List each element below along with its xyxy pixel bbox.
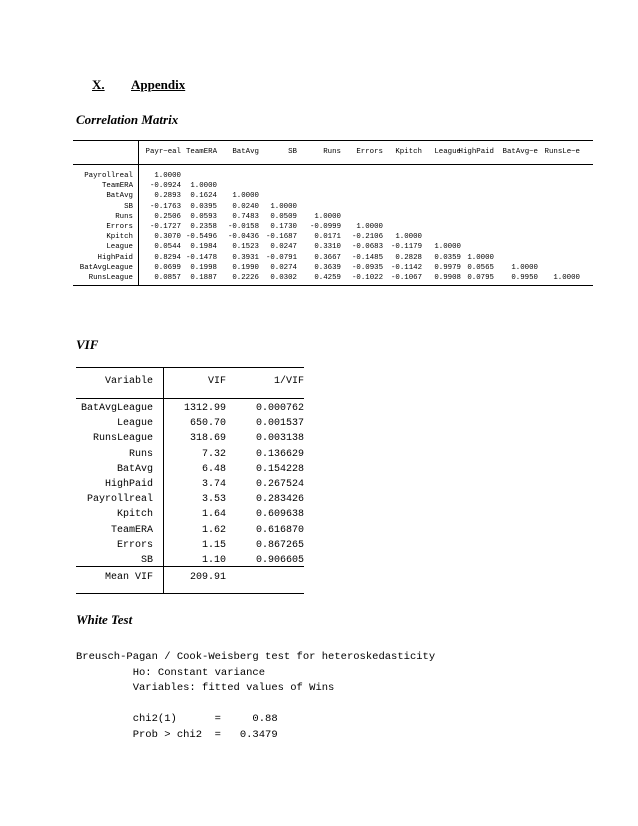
white-test-line: Breusch-Pagan / Cook-Weisberg test for heteroskedasticity [76,651,436,663]
corr-col-header: SB [288,148,297,156]
corr-cell: 0.9908 [434,274,461,282]
corr-cell: -0.0683 [351,243,383,252]
white-test-line: chi2(1) = 0.88 [76,713,278,725]
appendix-title: Appendix [131,77,186,92]
vif-top-rule [76,367,304,368]
corr-cell: 0.1523 [232,243,259,252]
corr-col-header: BatAvg [232,148,259,156]
corr-cell: 1.0000 [395,233,422,242]
vif-inverse: 0.136629 [255,448,304,460]
corr-cell: 0.0240 [232,202,259,211]
vif-variable: League [116,418,153,430]
corr-col-header: Kpitch [395,148,422,156]
vif-value: 1.10 [201,555,226,566]
corr-row-label: TeamERA [101,182,133,191]
corr-cell: -0.1478 [185,253,217,262]
corr-cell: 0.1887 [190,274,217,282]
vif-variable: Payrollreal [86,494,153,506]
vif-mean-label: Mean VIF [104,572,153,583]
corr-row-label: Runs [115,212,133,221]
corr-cell: 0.0593 [190,212,217,221]
corr-cell: 1.0000 [154,172,181,180]
corr-cell: 0.3667 [314,253,341,262]
corr-cell: 0.0857 [154,274,181,282]
corr-cell: 0.2226 [232,274,259,282]
corr-cell: -0.1727 [149,223,181,231]
appendix-heading [92,77,185,93]
corr-cell: -0.1142 [390,263,422,272]
corr-col-header: League [434,148,461,156]
corr-cell: 1.0000 [511,263,538,272]
corr-cell: 1.0000 [467,253,494,262]
vif-value: 318.69 [189,433,226,445]
vif-bottom-rule [76,593,304,594]
vif-mean-rule [76,566,304,567]
corr-col-header: Errors [356,148,383,156]
corr-cell: 0.0544 [154,243,181,252]
vif-header-variable: Variable [104,376,153,387]
corr-cell: -0.5496 [185,233,217,242]
corr-cell: -0.0935 [351,263,383,272]
corr-cell: -0.0791 [265,253,297,262]
vif-inverse: 0.003138 [255,433,304,445]
corr-cell: 0.9979 [434,263,461,272]
corr-row-label: BatAvgLeague [79,263,133,272]
corr-cell: 1.0000 [553,274,580,282]
vif-value: 1.15 [201,539,226,551]
corr-cell: 0.1990 [232,263,259,272]
corr-cell: 0.1730 [270,223,297,231]
vif-header-inv: 1/VIF [273,376,304,387]
vif-inverse: 0.906605 [255,555,304,566]
corr-cell: 0.0302 [270,274,297,282]
corr-row-label: Errors [106,223,133,231]
vif-header-vif: VIF [207,376,226,387]
vif-inverse: 0.867265 [255,539,304,551]
corr-cell: 0.0565 [467,263,494,272]
corr-col-header: Payr~eal [145,148,181,156]
corr-cell: 0.3931 [232,253,259,262]
corr-col-header: TeamERA [185,148,217,156]
corr-row-label: League [106,243,133,252]
corr-cell: 0.1998 [190,263,217,272]
vif-value: 1.62 [201,524,226,536]
corr-row-label: RunsLeague [88,274,133,282]
corr-cell: 1.0000 [314,212,341,221]
corr-vertical-rule [138,140,139,285]
vif-value: 650.70 [189,418,226,430]
corr-cell: -0.0158 [227,223,259,231]
corr-row-label: BatAvg [106,192,133,201]
white-test-line: Ho: Constant variance [76,666,266,679]
vif-inverse: 0.609638 [255,509,304,521]
vif-value: 3.74 [201,479,226,490]
corr-cell: 0.2828 [395,253,422,262]
corr-header-rule [73,164,593,165]
corr-row-label: SB [124,202,133,211]
corr-cell: 0.4259 [314,274,341,282]
vif-inverse: 0.616870 [255,524,304,536]
appendix-number: X. [92,77,105,92]
corr-cell: 0.0509 [270,212,297,221]
corr-cell: 0.7483 [232,212,259,221]
corr-cell: 1.0000 [356,223,383,231]
corr-cell: 0.8294 [154,253,181,262]
corr-row-label: Kpitch [106,233,133,242]
corr-top-rule [73,140,593,141]
vif-value: 6.48 [201,463,226,475]
white-test-title: White Test [76,612,133,627]
white-test-line: Prob > chi2 = 0.3479 [76,728,278,741]
vif-header-rule [76,398,304,399]
vif-inverse: 0.283426 [255,494,304,506]
vif-value: 1312.99 [183,403,226,414]
corr-cell: 0.0699 [154,263,181,272]
corr-cell: 0.2893 [154,192,181,201]
vif-variable: Errors [116,539,153,551]
corr-cell: 0.0274 [270,263,297,272]
corr-row-label: Payrollreal [84,172,133,180]
vif-inverse: 0.154228 [255,463,304,475]
corr-cell: 1.0000 [434,243,461,252]
corr-cell: -0.1485 [351,253,383,262]
corr-bottom-rule [73,285,593,286]
corr-col-header: HighPaid [458,148,494,156]
corr-cell: 0.0247 [270,243,297,252]
vif-value: 1.64 [201,509,226,521]
vif-variable: HighPaid [104,479,153,490]
corr-cell: 1.0000 [232,192,259,201]
corr-cell: -0.0924 [149,182,181,191]
vif-value: 7.32 [201,448,226,460]
corr-col-header: RunsLe~e [544,148,580,156]
corr-cell: -0.1067 [390,274,422,282]
corr-col-header: Runs [323,148,341,156]
vif-variable: Runs [128,448,153,460]
vif-value: 3.53 [201,494,226,506]
vif-variable: BatAvgLeague [80,403,153,414]
corr-col-header: BatAvg~e [502,148,538,156]
corr-row-label: HighPaid [97,253,133,262]
corr-cell: 0.3639 [314,263,341,272]
corr-cell: 0.9950 [511,274,538,282]
corr-cell: -0.1022 [351,274,383,282]
corr-cell: 0.2358 [190,223,217,231]
corr-cell: -0.0436 [227,233,259,242]
vif-variable: SB [140,555,153,566]
vif-inverse: 0.001537 [255,418,304,430]
vif-title: VIF [76,337,99,352]
corr-cell: -0.0999 [309,223,341,231]
white-test-line: Variables: fitted values of Wins [76,682,335,694]
corr-cell: 0.0359 [434,253,461,262]
vif-variable: TeamERA [110,524,153,536]
corr-cell: 0.3070 [154,233,181,242]
corr-cell: 0.0795 [467,274,494,282]
white-test-line [76,697,435,713]
corr-cell: 0.1984 [190,243,217,252]
corr-cell: -0.1687 [265,233,297,242]
corr-cell: -0.2106 [351,233,383,242]
corr-cell: 0.2506 [154,212,181,221]
corr-cell: 0.3310 [314,243,341,252]
corr-cell: 0.0395 [190,202,217,211]
vif-mean-value: 209.91 [189,572,226,583]
correlation-title: Correlation Matrix [76,112,179,127]
corr-cell: 1.0000 [190,182,217,191]
vif-variable: BatAvg [116,463,153,475]
vif-inverse: 0.000762 [255,403,304,414]
corr-cell: 1.0000 [270,202,297,211]
corr-cell: 0.0171 [314,233,341,242]
white-test-output [76,650,435,743]
vif-inverse: 0.267524 [255,479,304,490]
vif-variable: RunsLeague [92,433,153,445]
corr-cell: -0.1179 [390,243,422,252]
corr-cell: -0.1763 [149,202,181,211]
vif-variable: Kpitch [116,509,153,521]
corr-cell: 0.1624 [190,192,217,201]
